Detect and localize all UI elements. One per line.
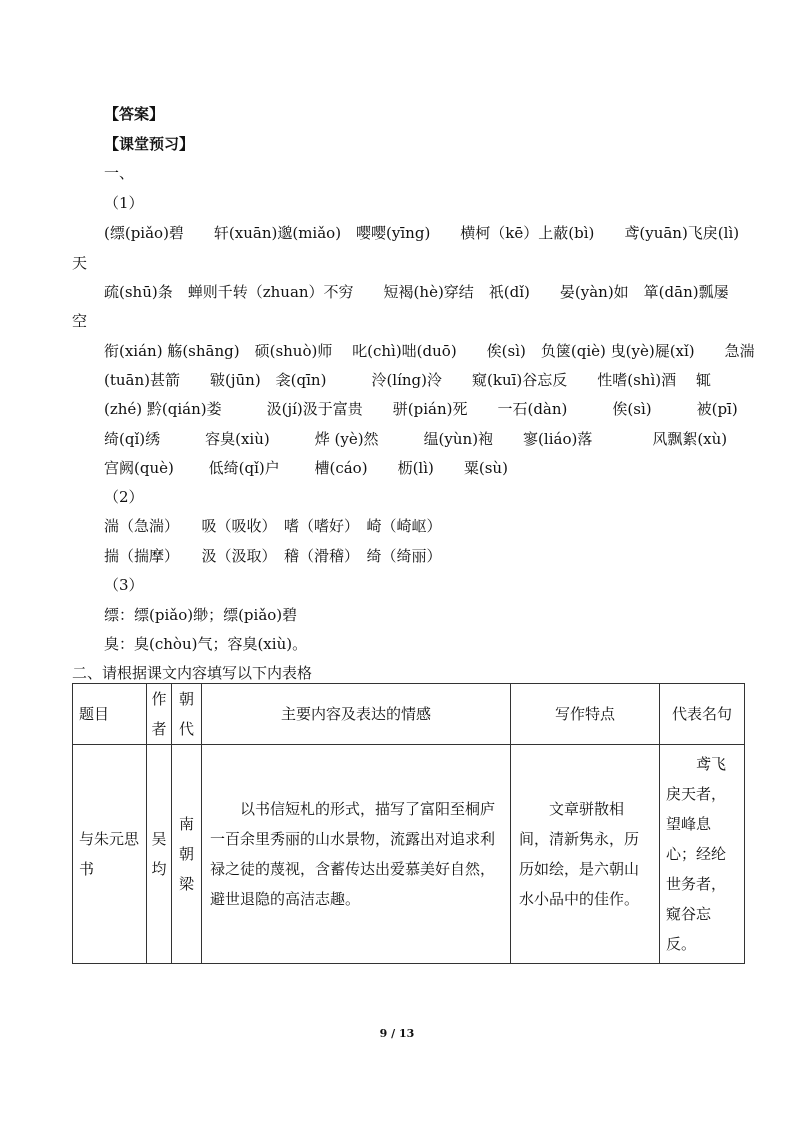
header-quote: 代表名句	[660, 684, 745, 745]
header-topic: 题目	[73, 684, 147, 745]
part2-line: 湍（急湍） 吸（吸收） 嗜（嗜好） 崎（崎岖）	[104, 517, 442, 535]
header-author: 作者	[147, 684, 172, 745]
part2-line: 揣（揣摩） 汲（汲取） 稽（滑稽） 绮（绮丽）	[104, 547, 442, 565]
part1-line: 空	[72, 312, 88, 330]
section1-title: 一、	[104, 164, 135, 182]
part1-line: 宫阙(què) 低绮(qǐ)户 槽(cáo) 枥(lì) 粟(sù)	[104, 459, 508, 477]
cell-topic: 与朱元思书	[73, 745, 147, 964]
part2-label: （2）	[104, 488, 144, 506]
part1-line: 疏(shū)条 蝉则千转（zhuan）不穷 短褐(hè)穿结 祇(dǐ) 晏(yàn)如 箪(dān)瓢屡	[104, 283, 729, 301]
answer-heading: 【答案】	[104, 105, 165, 123]
cell-dynasty: 南朝梁	[172, 745, 202, 964]
part1-line: 绮(qǐ)绣 容臭(xiù) 烨 (yè)然 缊(yùn)袍 寥(liáo)落 风飘絮(xù)	[104, 430, 728, 448]
table-row	[73, 745, 745, 964]
part3-label: （3）	[104, 576, 144, 594]
cell-quote: 鸢飞戾天者，望峰息心；经纶世务者，窥谷忘反。	[660, 745, 745, 964]
header-content: 主要内容及表达的情感	[202, 684, 511, 745]
header-dynasty: 朝代	[172, 684, 202, 745]
section2-title: 二、请根据课文内容填写以下内表格	[72, 664, 313, 682]
cell-features: 文章骈散相间，清新隽永，历历如绘，是六朝山水小品中的佳作。	[511, 745, 660, 964]
cell-content: 以书信短札的形式，描写了富阳至桐庐一百余里秀丽的山水景物，流露出对追求利禄之徒的蔑视，含蓄传达出爱慕美好自然，避世退隐的高洁志趣。	[202, 745, 511, 964]
part3-line: 臭：臭(chòu)气；容臭(xiù)。	[104, 635, 308, 653]
poem-info-table	[72, 683, 745, 964]
table-header-row	[73, 684, 745, 745]
part3-line: 缥：缥(piǎo)缈；缥(piǎo)碧	[104, 606, 298, 624]
part1-line: (tuān)甚箭 皲(jūn) 衾(qīn) 泠(líng)泠 窥(kuī)谷忘反 性嗜(shì)酒 辄	[104, 371, 711, 389]
part1-line: (缥(piǎo)碧 轩(xuān)邈(miǎo) 嘤嘤(yīng) 横柯（kē）上蔽(bì) 鸢(yuān)飞戾(lì)	[104, 224, 740, 242]
cell-author: 吴均	[147, 745, 172, 964]
part1-line: 衔(xián) 觞(shāng) 硕(shuò)师 叱(chì)咄(duō) 俟(sì) 负箧(qiè) 曳(yè)屣(xǐ) 急湍	[104, 342, 755, 360]
header-features: 写作特点	[511, 684, 660, 745]
page-number: 9 / 13	[379, 1027, 415, 1040]
part1-line: 天	[72, 254, 88, 272]
part1-label: （1）	[104, 194, 144, 212]
preview-heading: 【课堂预习】	[104, 135, 195, 153]
part1-line: (zhé) 黔(qián)娄 汲(jí)汲于富贵 骈(pián)死 一石(dàn) 俟(sì) 被(pī)	[104, 400, 738, 418]
